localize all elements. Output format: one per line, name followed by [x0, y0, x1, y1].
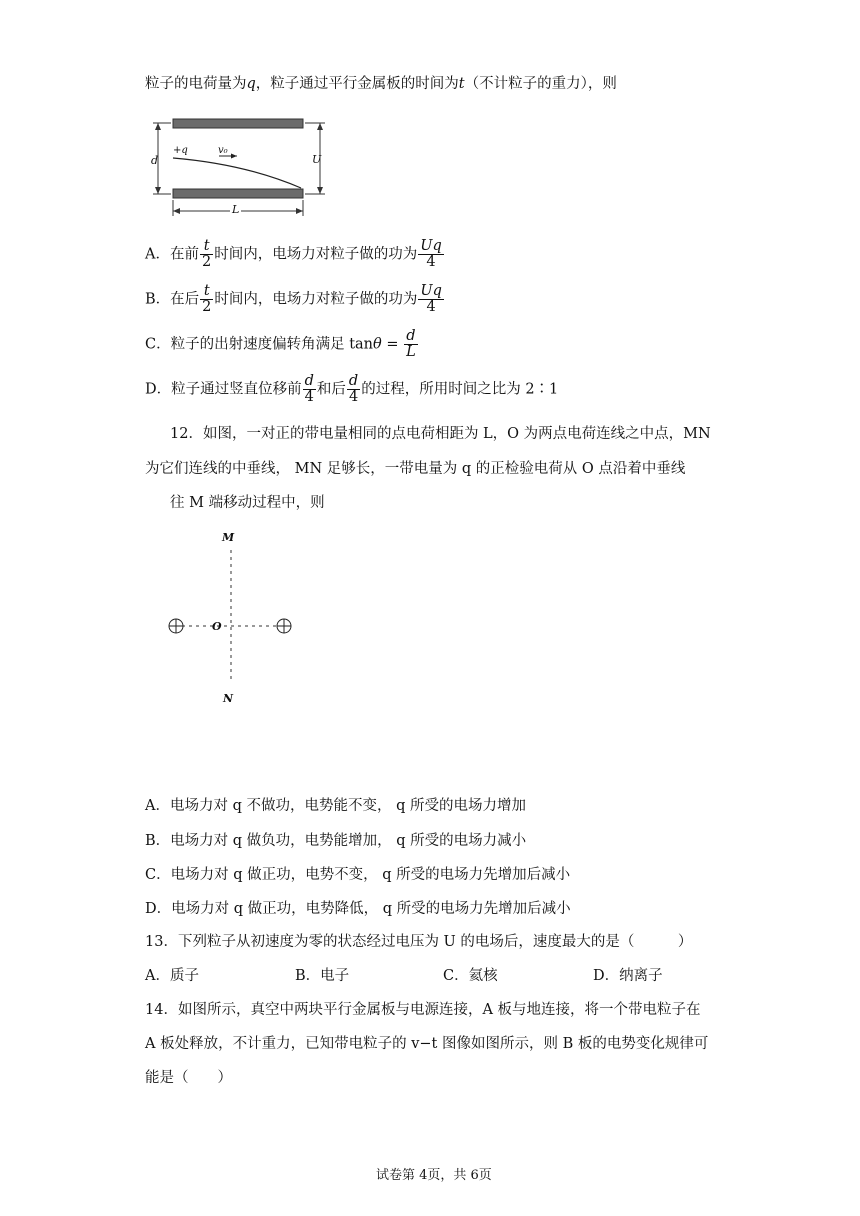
q11-option-c	[145, 329, 419, 360]
q12-line-2: 为它们连线的中垂线， MN 足够长，一带电量为 q 的正检验电荷从 O 点沿着中垂线	[145, 461, 686, 477]
fig-d-label: d	[151, 154, 159, 167]
option-d-prefix: D．粒子通过竖直位移前	[145, 381, 302, 398]
q11-option-d	[145, 374, 558, 405]
label-M: M	[222, 531, 235, 544]
option-a-mid: 时间内，电场力对粒子做的功为	[214, 246, 418, 263]
frac-num: d	[304, 373, 314, 389]
fraction-uq-over-4	[418, 284, 444, 315]
frac-num: Uq	[420, 238, 442, 254]
frac-num: Uq	[420, 283, 442, 299]
fraction-d-over-4	[303, 374, 316, 405]
q13-stem: 13．下列粒子从初速度为零的状态经过电压为 U 的电场后，速度最大的是（ ）	[145, 934, 693, 950]
theta-symbol: θ	[373, 336, 382, 353]
q12-line-3: 往 M 端移动过程中，则	[170, 495, 325, 511]
q13-option-a: A．质子	[145, 968, 199, 984]
frac-den: 4	[304, 389, 314, 406]
fraction-d-over-L	[404, 329, 418, 360]
option-b-prefix: B．在后	[145, 291, 200, 308]
frac-den: 4	[426, 254, 436, 271]
fraction-t-over-2	[200, 239, 213, 270]
q13-option-b: B．电子	[295, 968, 350, 984]
fig-U-label: U	[312, 153, 322, 166]
page-footer: 试卷第 4页，共 6页	[376, 1168, 492, 1183]
frac-num: d	[404, 329, 418, 345]
option-c-prefix: C．粒子的出射速度偏转角满足 tan	[145, 336, 374, 353]
option-a-prefix: A．在前	[145, 246, 199, 263]
q12-line-1: 12．如图，一对正的带电量相同的点电荷相距为 L，O 为两点电荷连线之中点，MN	[170, 426, 711, 442]
point-charges-figure	[160, 530, 310, 710]
frac-den: L	[406, 344, 416, 361]
q14-line-1: 14．如图所示，真空中两块平行金属板与电源连接，A 板与地连接，将一个带电粒子在	[145, 1002, 701, 1018]
q11-intro-line	[145, 72, 617, 93]
q11-text-b: ，粒子通过平行金属板的时间为	[255, 76, 459, 92]
q12-option-d: D．电场力对 q 做正功，电势降低， q 所受的电场力先增加后减小	[145, 901, 571, 917]
frac-den: 2	[201, 254, 212, 271]
fig-velocity-label: v₀	[218, 145, 228, 156]
q11-text-a: 粒子的电荷量为	[145, 76, 247, 92]
q12-option-a: A．电场力对 q 不做功，电势能不变， q 所受的电场力增加	[145, 798, 526, 814]
q14-line-2: A 板处释放，不计重力，已知带电粒子的 v−t 图像如图所示，则 B 板的电势变化规律可	[145, 1036, 709, 1052]
frac-num: t	[200, 284, 213, 300]
fig-L-label: L	[232, 203, 240, 216]
option-d-suffix: 的过程，所用时间之比为 2∶1	[361, 381, 559, 398]
q13-option-c: C．氦核	[443, 968, 498, 984]
fraction-uq-over-4	[418, 239, 444, 270]
q11-var-t: t	[458, 76, 465, 92]
fig-charge-label: +q	[173, 145, 188, 156]
frac-den: 2	[202, 299, 212, 316]
fraction-t-over-2	[200, 284, 213, 315]
q13-option-d: D．纳离子	[593, 968, 663, 984]
q14-line-3: 能是（ ）	[145, 1070, 232, 1086]
q12-option-c: C．电场力对 q 做正功，电势不变， q 所受的电场力先增加后减小	[145, 867, 571, 883]
frac-num: d	[348, 373, 359, 389]
fraction-d-over-4	[347, 374, 360, 405]
q12-option-b: B．电场力对 q 做负功，电势能增加， q 所受的电场力减小	[145, 833, 527, 849]
frac-den: 4	[426, 299, 436, 316]
option-b-mid: 时间内，电场力对粒子做的功为	[214, 291, 418, 308]
frac-num: t	[200, 239, 213, 255]
equals-sign: =	[381, 336, 404, 353]
option-d-mid: 和后	[316, 381, 346, 398]
q11-option-b	[145, 284, 445, 315]
label-O: O	[212, 620, 222, 633]
frac-den: 4	[348, 389, 359, 406]
q11-var-q: q	[246, 76, 256, 92]
q11-text-c: （不计粒子的重力），则	[464, 76, 617, 92]
q11-option-a	[145, 239, 445, 270]
label-N: N	[223, 692, 234, 705]
